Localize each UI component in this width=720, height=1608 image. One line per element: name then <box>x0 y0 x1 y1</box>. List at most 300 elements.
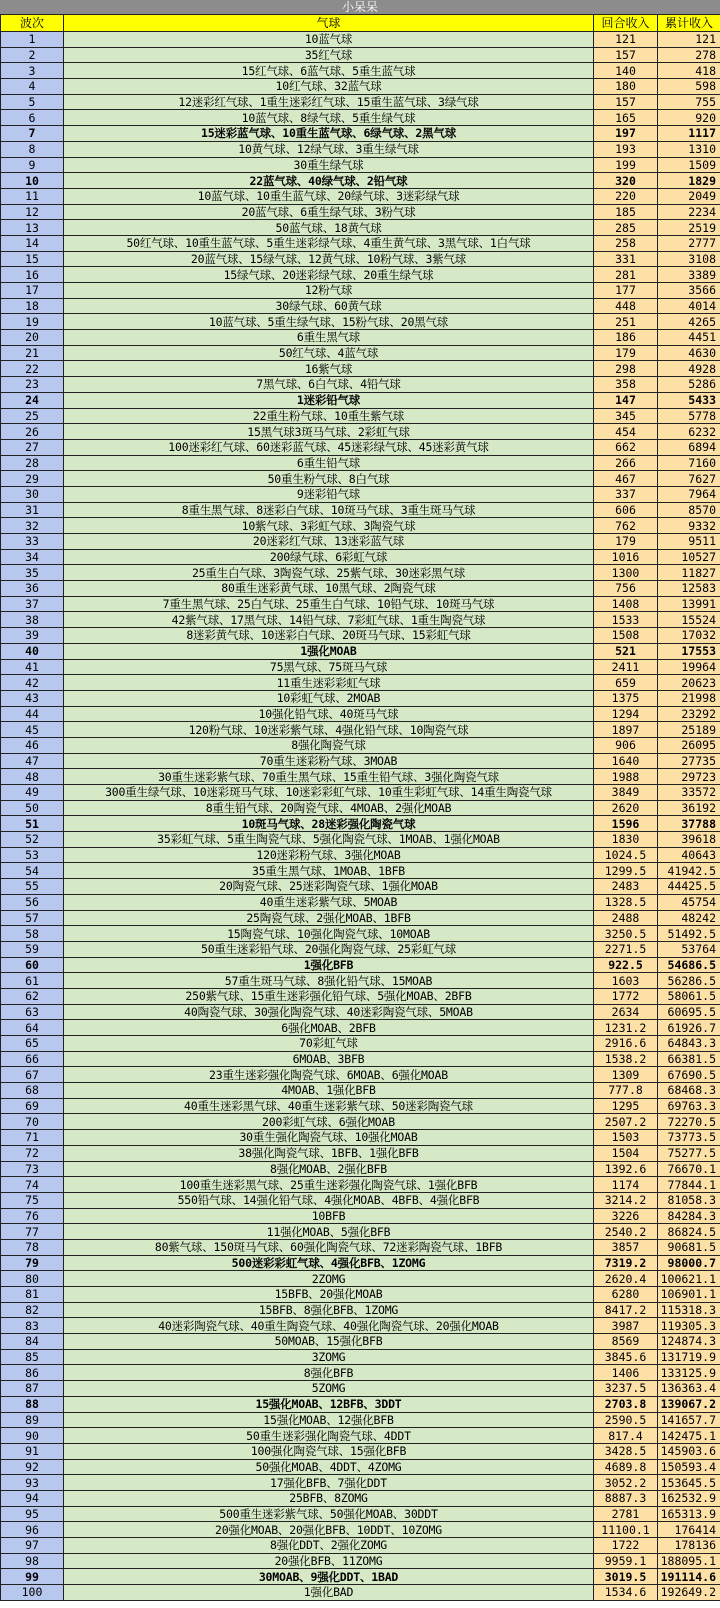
round-income-cell[interactable]: 8417.2 <box>594 1302 658 1318</box>
wave-cell[interactable]: 53 <box>1 847 64 863</box>
wave-cell[interactable]: 70 <box>1 1114 64 1130</box>
balloons-cell[interactable]: 50强化MOAB、4DDT、4ZOMG <box>64 1459 594 1475</box>
round-income-cell[interactable]: 1295 <box>594 1098 658 1114</box>
wave-cell[interactable]: 45 <box>1 722 64 738</box>
round-income-cell[interactable]: 11100.1 <box>594 1522 658 1538</box>
total-income-cell[interactable]: 1117 <box>658 126 720 142</box>
round-income-cell[interactable]: 1534.6 <box>594 1585 658 1601</box>
wave-cell[interactable]: 14 <box>1 235 64 251</box>
total-income-cell[interactable]: 54686.5 <box>658 957 720 973</box>
balloons-cell[interactable]: 100迷彩红气球、60迷彩蓝气球、45迷彩绿气球、45迷彩黄气球 <box>64 439 594 455</box>
total-income-cell[interactable]: 11827 <box>658 565 720 581</box>
balloons-cell[interactable]: 40重生迷彩黑气球、40重生迷彩紫气球、50迷彩陶瓷气球 <box>64 1098 594 1114</box>
wave-cell[interactable]: 80 <box>1 1271 64 1287</box>
wave-cell[interactable]: 65 <box>1 1036 64 1052</box>
total-income-cell[interactable]: 3108 <box>658 251 720 267</box>
wave-cell[interactable]: 99 <box>1 1569 64 1585</box>
total-income-cell[interactable]: 2519 <box>658 220 720 236</box>
round-income-cell[interactable]: 1375 <box>594 690 658 706</box>
balloons-cell[interactable]: 10黄气球、12绿气球、3重生绿气球 <box>64 141 594 157</box>
wave-cell[interactable]: 10 <box>1 173 64 189</box>
balloons-cell[interactable]: 70彩虹气球 <box>64 1036 594 1052</box>
wave-cell[interactable]: 17 <box>1 283 64 299</box>
balloons-cell[interactable]: 10BFB <box>64 1208 594 1224</box>
total-income-cell[interactable]: 64843.3 <box>658 1036 720 1052</box>
round-income-cell[interactable]: 467 <box>594 471 658 487</box>
total-income-cell[interactable]: 145903.6 <box>658 1443 720 1459</box>
round-income-cell[interactable]: 1328.5 <box>594 894 658 910</box>
wave-cell[interactable]: 42 <box>1 675 64 691</box>
round-income-cell[interactable]: 1309 <box>594 1067 658 1083</box>
total-income-cell[interactable]: 29723 <box>658 769 720 785</box>
total-income-cell[interactable]: 162532.9 <box>658 1490 720 1506</box>
round-income-cell[interactable]: 922.5 <box>594 957 658 973</box>
total-income-cell[interactable]: 40643 <box>658 847 720 863</box>
wave-cell[interactable]: 11 <box>1 188 64 204</box>
round-income-cell[interactable]: 266 <box>594 455 658 471</box>
total-income-cell[interactable]: 33572 <box>658 785 720 801</box>
round-income-cell[interactable]: 8569 <box>594 1334 658 1350</box>
balloons-cell[interactable]: 8强化DDT、2强化ZOMG <box>64 1538 594 1554</box>
wave-cell[interactable]: 41 <box>1 659 64 675</box>
balloons-cell[interactable]: 250紫气球、15重生迷彩强化铅气球、5强化MOAB、2BFB <box>64 988 594 1004</box>
balloons-cell[interactable]: 30MOAB、9强化DDT、1BAD <box>64 1569 594 1585</box>
total-income-cell[interactable]: 66381.5 <box>658 1051 720 1067</box>
balloons-cell[interactable]: 42紫气球、17黑气球、14铅气球、7彩虹气球、1重生陶瓷气球 <box>64 612 594 628</box>
balloons-cell[interactable]: 15绿气球、20迷彩绿气球、20重生绿气球 <box>64 267 594 283</box>
wave-cell[interactable]: 32 <box>1 518 64 534</box>
total-income-cell[interactable]: 26095 <box>658 737 720 753</box>
wave-cell[interactable]: 21 <box>1 345 64 361</box>
balloons-cell[interactable]: 25BFB、8ZOMG <box>64 1490 594 1506</box>
balloons-cell[interactable]: 10蓝气球 <box>64 32 594 48</box>
total-income-cell[interactable]: 598 <box>658 79 720 95</box>
wave-cell[interactable]: 24 <box>1 392 64 408</box>
wave-cell[interactable]: 9 <box>1 157 64 173</box>
balloons-cell[interactable]: 4MOAB、1强化BFB <box>64 1083 594 1099</box>
balloons-cell[interactable]: 15BFB、8强化BFB、1ZOMG <box>64 1302 594 1318</box>
wave-cell[interactable]: 23 <box>1 377 64 393</box>
wave-cell[interactable]: 77 <box>1 1224 64 1240</box>
wave-cell[interactable]: 56 <box>1 894 64 910</box>
wave-cell[interactable]: 36 <box>1 581 64 597</box>
balloons-cell[interactable]: 3ZOMG <box>64 1349 594 1365</box>
round-income-cell[interactable]: 1596 <box>594 816 658 832</box>
wave-cell[interactable]: 46 <box>1 737 64 753</box>
wave-cell[interactable]: 90 <box>1 1428 64 1444</box>
balloons-cell[interactable]: 50红气球、4蓝气球 <box>64 345 594 361</box>
round-income-cell[interactable]: 1722 <box>594 1538 658 1554</box>
round-income-cell[interactable]: 454 <box>594 424 658 440</box>
balloons-cell[interactable]: 20迷彩红气球、13迷彩蓝气球 <box>64 534 594 550</box>
total-income-cell[interactable]: 7964 <box>658 486 720 502</box>
total-income-cell[interactable]: 9511 <box>658 534 720 550</box>
wave-cell[interactable]: 85 <box>1 1349 64 1365</box>
round-income-cell[interactable]: 331 <box>594 251 658 267</box>
balloons-cell[interactable]: 10斑马气球、28迷彩强化陶瓷气球 <box>64 816 594 832</box>
round-income-cell[interactable]: 2781 <box>594 1506 658 1522</box>
round-income-cell[interactable]: 1988 <box>594 769 658 785</box>
wave-cell[interactable]: 81 <box>1 1287 64 1303</box>
total-income-cell[interactable]: 131719.9 <box>658 1349 720 1365</box>
wave-cell[interactable]: 37 <box>1 596 64 612</box>
header-wave[interactable]: 波次 <box>1 15 64 32</box>
total-income-cell[interactable]: 41942.5 <box>658 863 720 879</box>
wave-cell[interactable]: 87 <box>1 1381 64 1397</box>
balloons-cell[interactable]: 500重生迷彩紫气球、50强化MOAB、30DDT <box>64 1506 594 1522</box>
round-income-cell[interactable]: 2590.5 <box>594 1412 658 1428</box>
wave-cell[interactable]: 95 <box>1 1506 64 1522</box>
header-round-income[interactable]: 回合收入 <box>594 15 658 32</box>
balloons-cell[interactable]: 50MOAB、15强化BFB <box>64 1334 594 1350</box>
round-income-cell[interactable]: 2540.2 <box>594 1224 658 1240</box>
round-income-cell[interactable]: 1299.5 <box>594 863 658 879</box>
total-income-cell[interactable]: 84284.3 <box>658 1208 720 1224</box>
balloons-cell[interactable]: 120迷彩粉气球、3强化MOAB <box>64 847 594 863</box>
total-income-cell[interactable]: 2234 <box>658 204 720 220</box>
total-income-cell[interactable]: 58061.5 <box>658 988 720 1004</box>
balloons-cell[interactable]: 8强化BFB <box>64 1365 594 1381</box>
wave-cell[interactable]: 33 <box>1 534 64 550</box>
wave-cell[interactable]: 72 <box>1 1145 64 1161</box>
total-income-cell[interactable]: 278 <box>658 47 720 63</box>
balloons-cell[interactable]: 120粉气球、10迷彩紫气球、4强化铅气球、10陶瓷气球 <box>64 722 594 738</box>
total-income-cell[interactable]: 100621.1 <box>658 1271 720 1287</box>
total-income-cell[interactable]: 178136 <box>658 1538 720 1554</box>
wave-cell[interactable]: 39 <box>1 628 64 644</box>
total-income-cell[interactable]: 9332 <box>658 518 720 534</box>
round-income-cell[interactable]: 2703.8 <box>594 1396 658 1412</box>
total-income-cell[interactable]: 17553 <box>658 643 720 659</box>
round-income-cell[interactable]: 179 <box>594 345 658 361</box>
total-income-cell[interactable]: 139067.2 <box>658 1396 720 1412</box>
balloons-cell[interactable]: 9迷彩铅气球 <box>64 486 594 502</box>
balloons-cell[interactable]: 22重生粉气球、10重生紫气球 <box>64 408 594 424</box>
wave-cell[interactable]: 22 <box>1 361 64 377</box>
round-income-cell[interactable]: 199 <box>594 157 658 173</box>
round-income-cell[interactable]: 251 <box>594 314 658 330</box>
total-income-cell[interactable]: 69763.3 <box>658 1098 720 1114</box>
total-income-cell[interactable]: 4928 <box>658 361 720 377</box>
total-income-cell[interactable]: 1509 <box>658 157 720 173</box>
round-income-cell[interactable]: 1174 <box>594 1177 658 1193</box>
total-income-cell[interactable]: 153645.5 <box>658 1475 720 1491</box>
wave-cell[interactable]: 62 <box>1 988 64 1004</box>
balloons-cell[interactable]: 6强化MOAB、2BFB <box>64 1020 594 1036</box>
balloons-cell[interactable]: 75黑气球、75斑马气球 <box>64 659 594 675</box>
wave-cell[interactable]: 78 <box>1 1239 64 1255</box>
balloons-cell[interactable]: 1强化BAD <box>64 1585 594 1601</box>
round-income-cell[interactable]: 3052.2 <box>594 1475 658 1491</box>
total-income-cell[interactable]: 4014 <box>658 298 720 314</box>
balloons-cell[interactable]: 5ZOMG <box>64 1381 594 1397</box>
wave-cell[interactable]: 69 <box>1 1098 64 1114</box>
balloons-cell[interactable]: 15迷彩蓝气球、10重生蓝气球、6绿气球、2黑气球 <box>64 126 594 142</box>
wave-cell[interactable]: 3 <box>1 63 64 79</box>
round-income-cell[interactable]: 3849 <box>594 785 658 801</box>
total-income-cell[interactable]: 8570 <box>658 502 720 518</box>
total-income-cell[interactable]: 4265 <box>658 314 720 330</box>
total-income-cell[interactable]: 13991 <box>658 596 720 612</box>
balloons-cell[interactable]: 20陶瓷气球、25迷彩陶瓷气球、1强化MOAB <box>64 879 594 895</box>
balloons-cell[interactable]: 30绿气球、60黄气球 <box>64 298 594 314</box>
total-income-cell[interactable]: 60695.5 <box>658 1004 720 1020</box>
total-income-cell[interactable]: 81058.3 <box>658 1192 720 1208</box>
round-income-cell[interactable]: 3214.2 <box>594 1192 658 1208</box>
wave-cell[interactable]: 92 <box>1 1459 64 1475</box>
wave-cell[interactable]: 86 <box>1 1365 64 1381</box>
wave-cell[interactable]: 89 <box>1 1412 64 1428</box>
round-income-cell[interactable]: 1538.2 <box>594 1051 658 1067</box>
wave-cell[interactable]: 2 <box>1 47 64 63</box>
balloons-cell[interactable]: 15强化MOAB、12强化BFB <box>64 1412 594 1428</box>
round-income-cell[interactable]: 3428.5 <box>594 1443 658 1459</box>
total-income-cell[interactable]: 920 <box>658 110 720 126</box>
total-income-cell[interactable]: 90681.5 <box>658 1239 720 1255</box>
wave-cell[interactable]: 67 <box>1 1067 64 1083</box>
wave-cell[interactable]: 49 <box>1 785 64 801</box>
round-income-cell[interactable]: 3250.5 <box>594 926 658 942</box>
total-income-cell[interactable]: 192649.2 <box>658 1585 720 1601</box>
total-income-cell[interactable]: 39618 <box>658 832 720 848</box>
balloons-cell[interactable]: 70重生迷彩粉气球、3MOAB <box>64 753 594 769</box>
wave-cell[interactable]: 71 <box>1 1130 64 1146</box>
round-income-cell[interactable]: 1640 <box>594 753 658 769</box>
total-income-cell[interactable]: 15524 <box>658 612 720 628</box>
wave-cell[interactable]: 29 <box>1 471 64 487</box>
round-income-cell[interactable]: 157 <box>594 47 658 63</box>
balloons-cell[interactable]: 10蓝气球、10重生蓝气球、20绿气球、3迷彩绿气球 <box>64 188 594 204</box>
round-income-cell[interactable]: 281 <box>594 267 658 283</box>
wave-cell[interactable]: 58 <box>1 926 64 942</box>
round-income-cell[interactable]: 1392.6 <box>594 1161 658 1177</box>
total-income-cell[interactable]: 98000.7 <box>658 1255 720 1271</box>
round-income-cell[interactable]: 258 <box>594 235 658 251</box>
balloons-cell[interactable]: 40迷彩陶瓷气球、40重生陶瓷气球、40强化陶瓷气球、20强化MOAB <box>64 1318 594 1334</box>
round-income-cell[interactable]: 2271.5 <box>594 941 658 957</box>
total-income-cell[interactable]: 7627 <box>658 471 720 487</box>
balloons-cell[interactable]: 50红气球、10重生蓝气球、5重生迷彩绿气球、4重生黄气球、3黑气球、1白气球 <box>64 235 594 251</box>
balloons-cell[interactable]: 1迷彩铅气球 <box>64 392 594 408</box>
round-income-cell[interactable]: 3237.5 <box>594 1381 658 1397</box>
round-income-cell[interactable]: 220 <box>594 188 658 204</box>
wave-cell[interactable]: 93 <box>1 1475 64 1491</box>
total-income-cell[interactable]: 72270.5 <box>658 1114 720 1130</box>
balloons-cell[interactable]: 10蓝气球、8绿气球、5重生绿气球 <box>64 110 594 126</box>
balloons-cell[interactable]: 10蓝气球、5重生绿气球、15粉气球、20黑气球 <box>64 314 594 330</box>
round-income-cell[interactable]: 298 <box>594 361 658 377</box>
round-income-cell[interactable]: 2507.2 <box>594 1114 658 1130</box>
round-income-cell[interactable]: 2620.4 <box>594 1271 658 1287</box>
wave-cell[interactable]: 82 <box>1 1302 64 1318</box>
total-income-cell[interactable]: 6894 <box>658 439 720 455</box>
round-income-cell[interactable]: 8887.3 <box>594 1490 658 1506</box>
wave-cell[interactable]: 60 <box>1 957 64 973</box>
wave-cell[interactable]: 64 <box>1 1020 64 1036</box>
total-income-cell[interactable]: 77844.1 <box>658 1177 720 1193</box>
round-income-cell[interactable]: 179 <box>594 534 658 550</box>
balloons-cell[interactable]: 15强化MOAB、12BFB、3DDT <box>64 1396 594 1412</box>
balloons-cell[interactable]: 8迷彩黄气球、10迷彩白气球、20斑马气球、15彩虹气球 <box>64 628 594 644</box>
round-income-cell[interactable]: 1300 <box>594 565 658 581</box>
total-income-cell[interactable]: 3566 <box>658 283 720 299</box>
round-income-cell[interactable]: 177 <box>594 283 658 299</box>
total-income-cell[interactable]: 142475.1 <box>658 1428 720 1444</box>
wave-cell[interactable]: 28 <box>1 455 64 471</box>
balloons-cell[interactable]: 15黑气球3斑马气球、2彩虹气球 <box>64 424 594 440</box>
total-income-cell[interactable]: 25189 <box>658 722 720 738</box>
total-income-cell[interactable]: 121 <box>658 32 720 48</box>
balloons-cell[interactable]: 17强化BFB、7强化DDT <box>64 1475 594 1491</box>
round-income-cell[interactable]: 756 <box>594 581 658 597</box>
wave-cell[interactable]: 35 <box>1 565 64 581</box>
balloons-cell[interactable]: 12粉气球 <box>64 283 594 299</box>
round-income-cell[interactable]: 1231.2 <box>594 1020 658 1036</box>
wave-cell[interactable]: 30 <box>1 486 64 502</box>
wave-cell[interactable]: 54 <box>1 863 64 879</box>
balloons-cell[interactable]: 40重生迷彩紫气球、5MOAB <box>64 894 594 910</box>
total-income-cell[interactable]: 10527 <box>658 549 720 565</box>
total-income-cell[interactable]: 1310 <box>658 141 720 157</box>
total-income-cell[interactable]: 23292 <box>658 706 720 722</box>
wave-cell[interactable]: 63 <box>1 1004 64 1020</box>
round-income-cell[interactable]: 1508 <box>594 628 658 644</box>
round-income-cell[interactable]: 521 <box>594 643 658 659</box>
round-income-cell[interactable]: 1533 <box>594 612 658 628</box>
balloons-cell[interactable]: 10彩虹气球、2MOAB <box>64 690 594 706</box>
total-income-cell[interactable]: 12583 <box>658 581 720 597</box>
balloons-cell[interactable]: 30重生强化陶瓷气球、10强化MOAB <box>64 1130 594 1146</box>
total-income-cell[interactable]: 2049 <box>658 188 720 204</box>
round-income-cell[interactable]: 186 <box>594 330 658 346</box>
balloons-cell[interactable]: 1强化MOAB <box>64 643 594 659</box>
balloons-cell[interactable]: 38强化陶瓷气球、1BFB、1强化BFB <box>64 1145 594 1161</box>
total-income-cell[interactable]: 115318.3 <box>658 1302 720 1318</box>
balloons-cell[interactable]: 10紫气球、3彩虹气球、3陶瓷气球 <box>64 518 594 534</box>
wave-cell[interactable]: 43 <box>1 690 64 706</box>
wave-cell[interactable]: 48 <box>1 769 64 785</box>
wave-cell[interactable]: 6 <box>1 110 64 126</box>
total-income-cell[interactable]: 20623 <box>658 675 720 691</box>
round-income-cell[interactable]: 762 <box>594 518 658 534</box>
wave-cell[interactable]: 52 <box>1 832 64 848</box>
total-income-cell[interactable]: 68468.3 <box>658 1083 720 1099</box>
round-income-cell[interactable]: 1408 <box>594 596 658 612</box>
wave-cell[interactable]: 59 <box>1 941 64 957</box>
wave-cell[interactable]: 84 <box>1 1334 64 1350</box>
balloons-cell[interactable]: 25重生白气球、3陶瓷气球、25紫气球、30迷彩黑气球 <box>64 565 594 581</box>
balloons-cell[interactable]: 22蓝气球、40绿气球、2铅气球 <box>64 173 594 189</box>
balloons-cell[interactable]: 7重生黑气球、25白气球、25重生白气球、10铅气球、10斑马气球 <box>64 596 594 612</box>
total-income-cell[interactable]: 44425.5 <box>658 879 720 895</box>
balloons-cell[interactable]: 10红气球、32蓝气球 <box>64 79 594 95</box>
wave-cell[interactable]: 27 <box>1 439 64 455</box>
round-income-cell[interactable]: 358 <box>594 377 658 393</box>
wave-cell[interactable]: 66 <box>1 1051 64 1067</box>
total-income-cell[interactable]: 61926.7 <box>658 1020 720 1036</box>
round-income-cell[interactable]: 3226 <box>594 1208 658 1224</box>
balloons-cell[interactable]: 7黑气球、6白气球、4铅气球 <box>64 377 594 393</box>
balloons-cell[interactable]: 200彩虹气球、6强化MOAB <box>64 1114 594 1130</box>
balloons-cell[interactable]: 50重生粉气球、8白气球 <box>64 471 594 487</box>
round-income-cell[interactable]: 1603 <box>594 973 658 989</box>
total-income-cell[interactable]: 56286.5 <box>658 973 720 989</box>
total-income-cell[interactable]: 150593.4 <box>658 1459 720 1475</box>
wave-cell[interactable]: 40 <box>1 643 64 659</box>
balloons-cell[interactable]: 100重生迷彩黑气球、25重生迷彩强化陶瓷气球、1强化BFB <box>64 1177 594 1193</box>
total-income-cell[interactable]: 51492.5 <box>658 926 720 942</box>
wave-cell[interactable]: 96 <box>1 1522 64 1538</box>
balloons-cell[interactable]: 23重生迷彩强化陶瓷气球、6MOAB、6强化MOAB <box>64 1067 594 1083</box>
wave-cell[interactable]: 44 <box>1 706 64 722</box>
total-income-cell[interactable]: 2777 <box>658 235 720 251</box>
wave-cell[interactable]: 83 <box>1 1318 64 1334</box>
wave-cell[interactable]: 38 <box>1 612 64 628</box>
balloons-cell[interactable]: 40陶瓷气球、30强化陶瓷气球、40迷彩陶瓷气球、5MOAB <box>64 1004 594 1020</box>
round-income-cell[interactable]: 1024.5 <box>594 847 658 863</box>
round-income-cell[interactable]: 1772 <box>594 988 658 1004</box>
balloons-cell[interactable]: 500迷彩彩虹气球、4强化BFB、1ZOMG <box>64 1255 594 1271</box>
balloons-cell[interactable]: 15红气球、6蓝气球、5重生蓝气球 <box>64 63 594 79</box>
round-income-cell[interactable]: 1897 <box>594 722 658 738</box>
total-income-cell[interactable]: 53764 <box>658 941 720 957</box>
wave-cell[interactable]: 68 <box>1 1083 64 1099</box>
wave-cell[interactable]: 12 <box>1 204 64 220</box>
wave-cell[interactable]: 5 <box>1 94 64 110</box>
wave-cell[interactable]: 1 <box>1 32 64 48</box>
wave-cell[interactable]: 8 <box>1 141 64 157</box>
balloons-cell[interactable]: 20强化BFB、11ZOMG <box>64 1553 594 1569</box>
total-income-cell[interactable]: 3389 <box>658 267 720 283</box>
total-income-cell[interactable]: 4451 <box>658 330 720 346</box>
balloons-cell[interactable]: 50蓝气球、18黄气球 <box>64 220 594 236</box>
total-income-cell[interactable]: 4630 <box>658 345 720 361</box>
total-income-cell[interactable]: 17032 <box>658 628 720 644</box>
balloons-cell[interactable]: 50重生迷彩铅气球、20强化陶瓷气球、25彩虹气球 <box>64 941 594 957</box>
wave-cell[interactable]: 75 <box>1 1192 64 1208</box>
total-income-cell[interactable]: 119305.3 <box>658 1318 720 1334</box>
balloons-cell[interactable]: 35彩虹气球、5重生陶瓷气球、5强化陶瓷气球、1MOAB、1强化MOAB <box>64 832 594 848</box>
round-income-cell[interactable]: 345 <box>594 408 658 424</box>
total-income-cell[interactable]: 76670.1 <box>658 1161 720 1177</box>
balloons-cell[interactable]: 6重生黑气球 <box>64 330 594 346</box>
round-income-cell[interactable]: 337 <box>594 486 658 502</box>
round-income-cell[interactable]: 157 <box>594 94 658 110</box>
balloons-cell[interactable]: 6重生铅气球 <box>64 455 594 471</box>
balloons-cell[interactable]: 50重生迷彩强化陶瓷气球、4DDT <box>64 1428 594 1444</box>
round-income-cell[interactable]: 448 <box>594 298 658 314</box>
total-income-cell[interactable]: 19964 <box>658 659 720 675</box>
balloons-cell[interactable]: 11重生迷彩彩虹气球 <box>64 675 594 691</box>
balloons-cell[interactable]: 11强化MOAB、5强化BFB <box>64 1224 594 1240</box>
total-income-cell[interactable]: 1829 <box>658 173 720 189</box>
total-income-cell[interactable]: 5433 <box>658 392 720 408</box>
round-income-cell[interactable]: 3845.6 <box>594 1349 658 1365</box>
balloons-cell[interactable]: 8强化MOAB、2强化BFB <box>64 1161 594 1177</box>
round-income-cell[interactable]: 1830 <box>594 832 658 848</box>
total-income-cell[interactable]: 86824.5 <box>658 1224 720 1240</box>
round-income-cell[interactable]: 7319.2 <box>594 1255 658 1271</box>
balloons-cell[interactable]: 30重生绿气球 <box>64 157 594 173</box>
wave-cell[interactable]: 4 <box>1 79 64 95</box>
wave-cell[interactable]: 88 <box>1 1396 64 1412</box>
wave-cell[interactable]: 13 <box>1 220 64 236</box>
round-income-cell[interactable]: 2620 <box>594 800 658 816</box>
round-income-cell[interactable]: 165 <box>594 110 658 126</box>
total-income-cell[interactable]: 165313.9 <box>658 1506 720 1522</box>
header-total-income[interactable]: 累计收入 <box>658 15 720 32</box>
total-income-cell[interactable]: 418 <box>658 63 720 79</box>
